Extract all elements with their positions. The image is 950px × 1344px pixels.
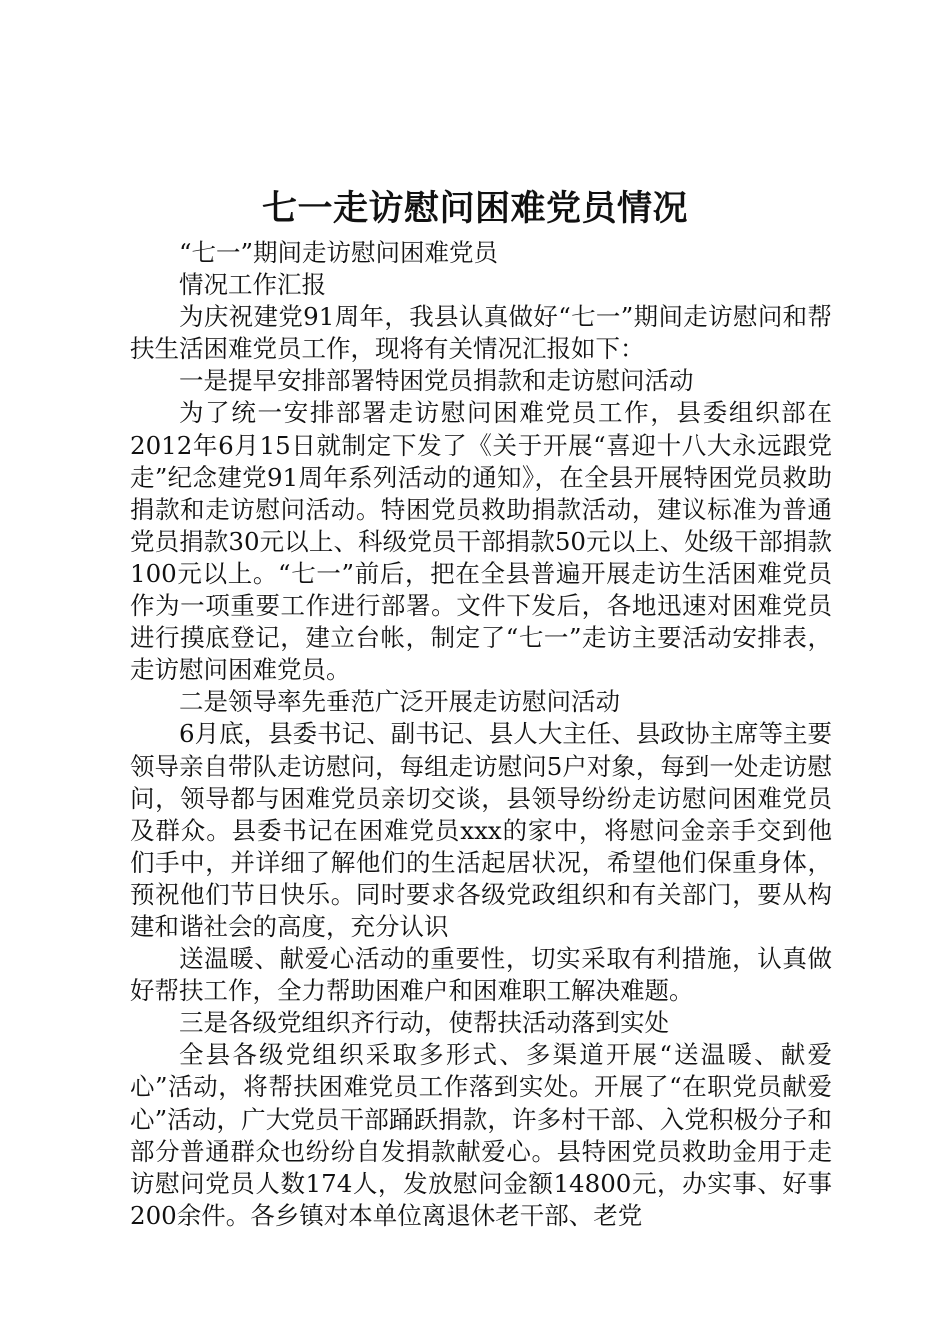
paragraph-subtitle-line-1: “七一”期间走访慰问困难党员 (179, 238, 499, 267)
paragraph-section-1: 为了统一安排部署走访慰问困难党员工作，县委组织部在2012年6月15日就制定下发了《关于开展“喜迎十八大永远跟党走”纪念建党91周年系列活动的通知》，在全县开展特困党员救助捐款和走访慰问活动。特困党员救助捐款活动，建议标准为普通党员捐款30元以上、科级党员干部捐款50元以上、处级干部捐款100元以上。“七一”前后，把在全县普遍开展走访生活困难党员作为一项重要工作进行部署。文件下发后，各地迅速对困难党员进行摸底登记，建立台帐，制定了“七一”走访主要活动安排表，走访慰问困难党员。 (130, 398, 832, 685)
section-heading-3: 三是各级党组织齐行动，使帮扶活动落到实处 (179, 1008, 669, 1038)
document-body (130, 237, 832, 1232)
section-heading-1: 一是提早安排部署特困党员捐款和走访慰问活动 (179, 366, 694, 396)
section-heading-2: 二是领导率先垂范广泛开展走访慰问活动 (179, 687, 620, 717)
paragraph-intro: 为庆祝建党91周年，我县认真做好“七一”期间走访慰问和帮扶生活困难党员工作，现将有关情况汇报如下： (130, 302, 832, 364)
document-title: 七一走访慰问困难党员情况 (261, 188, 688, 229)
paragraph-section-3: 全县各级党组织采取多形式、多渠道开展“送温暖、献爱心”活动，将帮扶困难党员工作落到实处。开展了“在职党员献爱心”活动，广大党员干部踊跃捐款，许多村干部、入党积极分子和部分普通群众也纷纷自发捐款献爱心。县特困党员救助金用于走访慰问党员人数174人，发放慰问金额14800元，办实事、好事200余件。各乡镇对本单位离退休老干部、老党 (130, 1040, 832, 1230)
paragraph-subtitle-line-2: 情况工作汇报 (179, 270, 326, 300)
paragraph-section-2-continued: 送温暖、献爱心活动的重要性，切实采取有利措施，认真做好帮扶工作，全力帮助困难户和困难职工解决难题。 (130, 944, 832, 1006)
paragraph-section-2: 6月底，县委书记、副书记、县人大主任、县政协主席等主要领导亲自带队走访慰问，每组走访慰问5户对象，每到一处走访慰问，领导都与困难党员亲切交谈，县领导纷纷走访慰问困难党员及群众。县委书记在困难党员xxx的家中，将慰问金亲手交到他们手中，并详细了解他们的生活起居状况，希望他们保重身体，预祝他们节日快乐。同时要求各级党政组织和有关部门，要从构建和谐社会的高度，充分认识 (130, 719, 832, 941)
